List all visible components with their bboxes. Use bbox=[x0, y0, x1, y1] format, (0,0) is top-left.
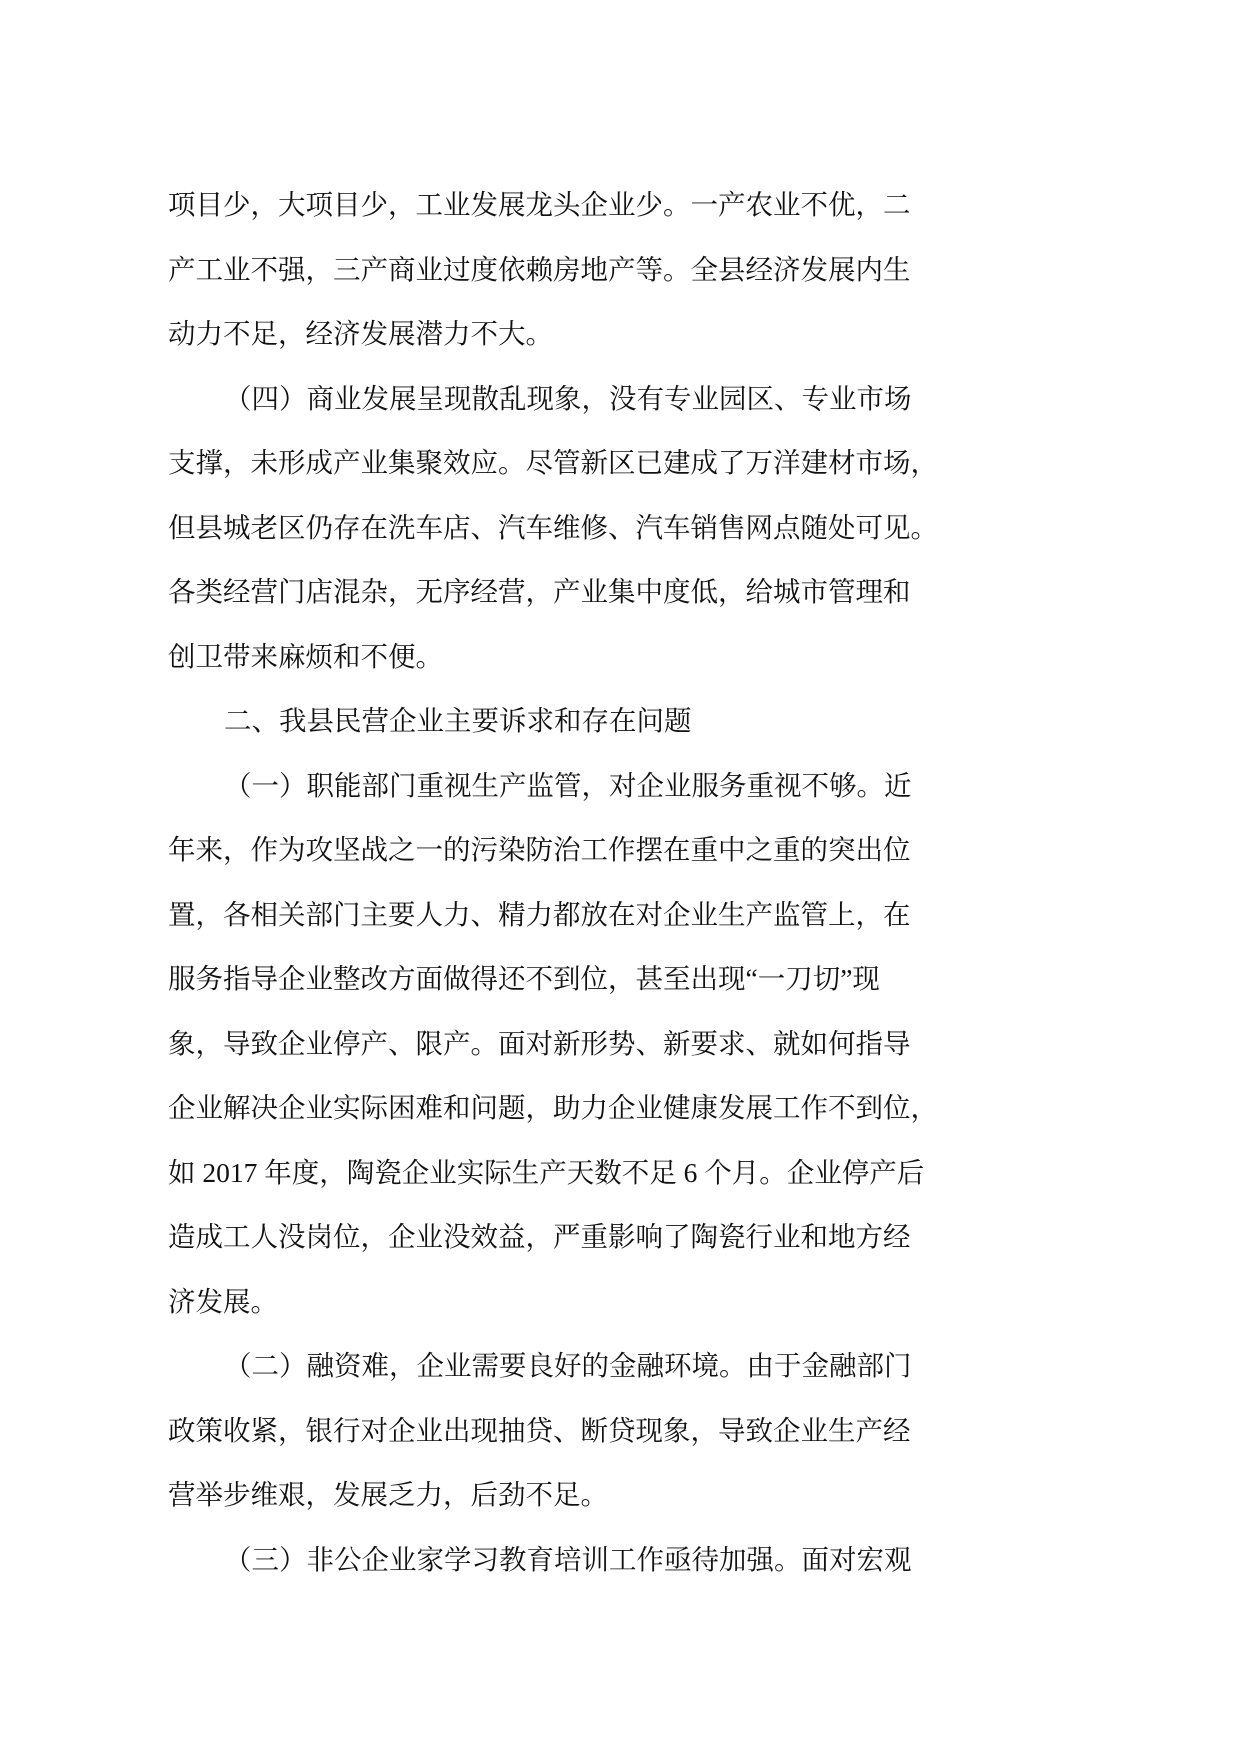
paragraph-start-line: （二）融资难，企业需要良好的金融环境。由于金融部门 bbox=[224, 1350, 912, 1381]
text-line: 创卫带来麻烦和不便。 bbox=[168, 640, 443, 672]
text-line: 动力不足，经济发展潜力不大。 bbox=[168, 318, 553, 349]
document-body bbox=[168, 173, 988, 1592]
text-line: 济发展。 bbox=[168, 1285, 278, 1317]
text-line: 各类经营门店混杂，无序经营，产业集中度低，给城市管理和 bbox=[168, 576, 911, 607]
section-heading: 二、我县民营企业主要诉求和存在问题 bbox=[224, 705, 692, 736]
text-line: 造成工人没岗位，企业没效益，严重影响了陶瓷行业和地方经 bbox=[168, 1221, 911, 1252]
paragraph-start-line: （三）非公企业家学习教育培训工作亟待加强。面对宏观 bbox=[224, 1543, 912, 1575]
text-line: 象，导致企业停产、限产。面对新形势、新要求、就如何指导 bbox=[168, 1027, 911, 1059]
text-line: 营举步维艰，发展乏力，后劲不足。 bbox=[168, 1479, 608, 1510]
text-line: 置，各相关部门主要人力、精力都放在对企业生产监管上，在 bbox=[168, 898, 911, 930]
text-line: 如 2017 年度，陶瓷企业实际生产天数不足 6 个月。企业停产后 bbox=[168, 1156, 925, 1188]
text-line: 产工业不强，三产商业过度依赖房地产等。全县经济发展内生 bbox=[168, 253, 911, 285]
paragraph-start-line: （一）职能部门重视生产监管，对企业服务重视不够。近 bbox=[224, 769, 912, 801]
text-line: 年来，作为攻坚战之一的污染防治工作摆在重中之重的突出位 bbox=[168, 834, 911, 865]
text-line: 企业解决企业实际困难和问题，助力企业健康发展工作不到位， bbox=[168, 1092, 938, 1123]
text-line: 但县城老区仍存在洗车店、汽车维修、汽车销售网点随处可见。 bbox=[168, 511, 938, 543]
text-line: 服务指导企业整改方面做得还不到位，甚至出现“一刀切”现 bbox=[168, 963, 880, 994]
text-line: 支撑，未形成产业集聚效应。尽管新区已建成了万洋建材市场， bbox=[168, 447, 938, 478]
text-line: 政策收紧，银行对企业出现抽贷、断贷现象，导致企业生产经 bbox=[168, 1414, 911, 1446]
paragraph-start-line: （四）商业发展呈现散乱现象，没有专业园区、专业市场 bbox=[224, 382, 912, 414]
text-line: 项目少，大项目少，工业发展龙头企业少。一产农业不优，二 bbox=[168, 189, 911, 220]
